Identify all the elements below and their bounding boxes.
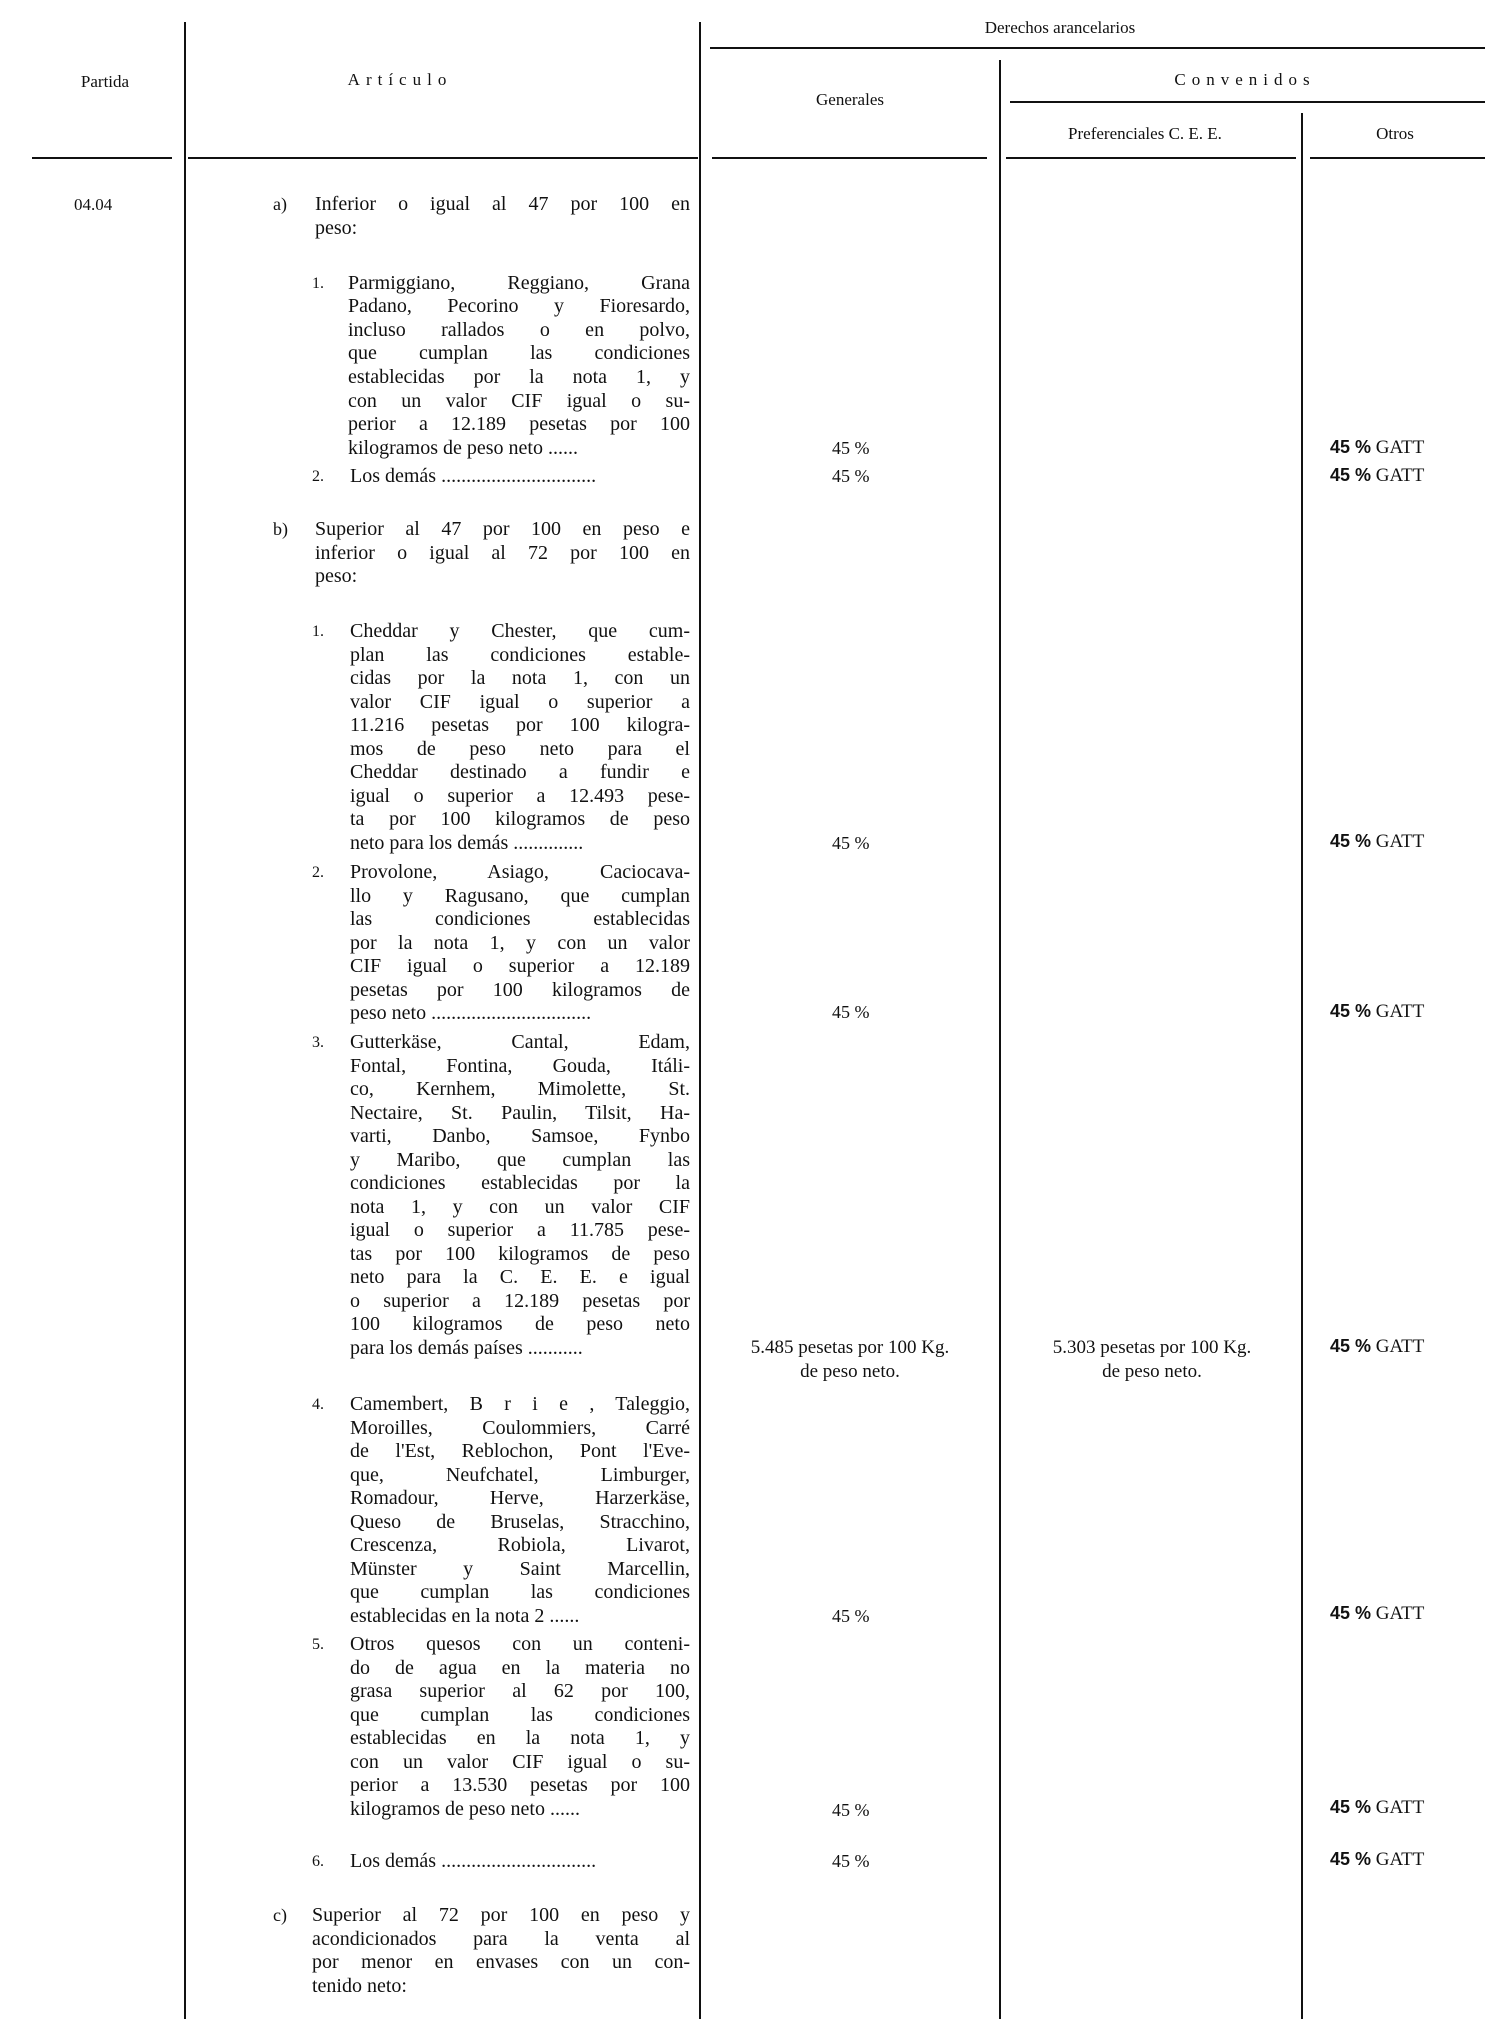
header-convenidos: Convenidos (1174, 70, 1316, 89)
item-a1-line: con un valor CIF igual o su- (348, 390, 690, 412)
header-articulo: Artículo (347, 70, 453, 89)
item-b4-line: Camembert, B r i e , Taleggio, (350, 1393, 690, 1415)
item-b4-line: de l'Est, Reblochon, Pont l'Eve- (350, 1440, 690, 1462)
item-b5-line: perior a 13.530 pesetas por 100 (350, 1774, 690, 1796)
gatt: GATT (1375, 831, 1425, 852)
duty-b3-otros (1330, 1335, 1424, 1359)
section-b-label: b) (273, 519, 288, 539)
pct: 45 % (1330, 437, 1372, 457)
item-b1-line: valor CIF igual o superior a (350, 691, 690, 713)
item-b1-line: ta por 100 kilogramos de peso (350, 808, 690, 830)
item-b4-line: Queso de Bruselas, Stracchino, (350, 1511, 690, 1533)
pct: 45 % (1330, 1849, 1372, 1869)
gatt: GATT (1375, 1603, 1425, 1624)
item-a1-line: que cumplan las condiciones (348, 342, 690, 364)
item-b4-number: 4. (312, 1396, 324, 1413)
rule-otros (1310, 157, 1485, 159)
item-b2-number: 2. (312, 864, 324, 881)
gatt: GATT (1375, 1336, 1425, 1357)
duty-b3-generales-line: 5.485 pesetas por 100 Kg. (750, 1337, 950, 1358)
col-divider-3 (999, 60, 1001, 2019)
item-b3-line: neto para la C. E. E. e igual (350, 1266, 690, 1288)
duty-b4-otros (1330, 1602, 1424, 1626)
col-divider-2 (699, 22, 701, 2019)
duty-b5-generales: 45 % (832, 1800, 870, 1820)
item-b3-line: nota 1, y con un valor CIF (350, 1196, 690, 1218)
item-b4-line: Crescenza, Robiola, Livarot, (350, 1534, 690, 1556)
item-b5-line: con un valor CIF igual o su- (350, 1751, 690, 1773)
duty-b6-otros (1330, 1848, 1424, 1872)
header-preferenciales: Preferenciales C. E. E. (1068, 124, 1222, 143)
item-b2-line: Provolone, Asiago, Caciocava- (350, 861, 690, 883)
section-a-label: a) (273, 194, 287, 214)
section-b-line: Superior al 47 por 100 en peso e (315, 518, 690, 540)
item-b2-line: CIF igual o superior a 12.189 (350, 955, 690, 977)
header-derechos-arancelarios: Derechos arancelarios (984, 18, 1136, 37)
header-generales: Generales (816, 90, 884, 109)
pct: 45 % (1330, 1336, 1372, 1356)
rule-convenidos (1010, 101, 1485, 103)
rule-derechos (710, 47, 1485, 49)
item-b3-line: igual o superior a 11.785 pese- (350, 1219, 690, 1241)
item-a1-line: kilogramos de peso neto ...... (348, 437, 578, 459)
pct: 45 % (1330, 1001, 1372, 1021)
item-b3-number: 3. (312, 1034, 324, 1051)
duty-a2-otros (1330, 464, 1424, 488)
col-divider-1 (184, 22, 186, 2019)
rule-preferenciales (1006, 157, 1296, 159)
item-b1-number: 1. (312, 623, 324, 640)
pct: 45 % (1330, 465, 1372, 485)
item-b5-line: que cumplan las condiciones (350, 1704, 690, 1726)
item-a1-line: establecidas por la nota 1, y (348, 366, 690, 388)
item-b4-line: Moroilles, Coulommiers, Carré (350, 1417, 690, 1439)
item-b2-line: por la nota 1, y con un valor (350, 932, 690, 954)
item-b1-line: mos de peso neto para el (350, 738, 690, 760)
item-b4-line: que, Neufchatel, Limburger, (350, 1464, 690, 1486)
item-b1-line: Cheddar y Chester, que cum- (350, 620, 690, 642)
item-b1-line: igual o superior a 12.493 pese- (350, 785, 690, 807)
rule-generales (712, 157, 987, 159)
section-c-line: tenido neto: (312, 1975, 407, 1997)
duty-b1-generales: 45 % (832, 833, 870, 853)
item-b6-text: Los demás ............................... (350, 1850, 597, 1872)
col-divider-4 (1301, 113, 1303, 2019)
item-b4-line: establecidas en la nota 2 ...... (350, 1605, 580, 1627)
item-b5-line: establecidas en la nota 1, y (350, 1727, 690, 1749)
section-a-line: Inferior o igual al 47 por 100 en (315, 193, 690, 215)
item-b3-line: varti, Danbo, Samsoe, Fynbo (350, 1125, 690, 1147)
item-b2-line: llo y Ragusano, que cumplan (350, 885, 690, 907)
header-partida: Partida (80, 72, 130, 91)
item-b5-line: Otros quesos con un conteni- (350, 1633, 690, 1655)
item-b1-line: neto para los demás .............. (350, 832, 584, 854)
section-c-label: c) (273, 1905, 287, 1925)
item-b3-line: y Maribo, que cumplan las (350, 1149, 690, 1171)
item-b5-line: do de agua en la materia no (350, 1657, 690, 1679)
duty-a1-otros (1330, 436, 1424, 460)
item-b1-line: plan las condiciones estable- (350, 644, 690, 666)
section-b-line: peso: (315, 565, 358, 587)
section-a-line: peso: (315, 217, 358, 239)
section-c-line: Superior al 72 por 100 en peso y (312, 1904, 690, 1926)
item-a1-line: perior a 12.189 pesetas por 100 (348, 413, 690, 435)
duty-b3-preferenciales-line: de peso neto. (1102, 1361, 1202, 1382)
item-b3-line: co, Kernhem, Mimolette, St. (350, 1078, 690, 1100)
rule-partida (32, 157, 172, 159)
duty-b6-generales: 45 % (832, 1851, 870, 1871)
duty-b3-preferenciales-line: 5.303 pesetas por 100 Kg. (1052, 1337, 1252, 1358)
item-b2-line: peso neto ................................ (350, 1002, 592, 1024)
pct: 45 % (1330, 1797, 1372, 1817)
item-b6-number: 6. (312, 1853, 324, 1870)
pct: 45 % (1330, 1603, 1372, 1623)
duty-b5-otros (1330, 1796, 1424, 1820)
item-b1-line: Cheddar destinado a fundir e (350, 761, 690, 783)
duty-b1-otros (1330, 830, 1424, 854)
item-b3-line: 100 kilogramos de peso neto (350, 1313, 690, 1335)
item-a1-number: 1. (312, 275, 324, 292)
item-b5-number: 5. (312, 1636, 324, 1653)
item-b5-line: kilogramos de peso neto ...... (350, 1798, 580, 1820)
partida-code: 04.04 (74, 195, 113, 214)
item-b1-line: cidas por la nota 1, con un (350, 667, 690, 689)
gatt: GATT (1375, 1797, 1425, 1818)
duty-b4-generales: 45 % (832, 1606, 870, 1626)
item-b3-line: para los demás países ........... (350, 1337, 583, 1359)
gatt: GATT (1375, 1001, 1425, 1022)
item-b2-line: pesetas por 100 kilogramos de (350, 979, 690, 1001)
header-otros: Otros (1376, 124, 1414, 143)
gatt: GATT (1375, 1849, 1425, 1870)
gatt: GATT (1375, 437, 1425, 458)
item-b3-line: Fontal, Fontina, Gouda, Itáli- (350, 1055, 690, 1077)
item-b4-line: Münster y Saint Marcellin, (350, 1558, 690, 1580)
item-b3-line: o superior a 12.189 pesetas por (350, 1290, 690, 1312)
item-b4-line: que cumplan las condiciones (350, 1581, 690, 1603)
item-b3-line: Gutterkäse, Cantal, Edam, (350, 1031, 690, 1053)
item-b5-line: grasa superior al 62 por 100, (350, 1680, 690, 1702)
duty-b3-generales-line: de peso neto. (800, 1361, 900, 1382)
duty-b2-otros (1330, 1000, 1424, 1024)
duty-b2-generales: 45 % (832, 1002, 870, 1022)
section-c-line: por menor en envases con un con- (312, 1951, 690, 1973)
section-b-line: inferior o igual al 72 por 100 en (315, 542, 690, 564)
item-b2-line: las condiciones establecidas (350, 908, 690, 930)
duty-a2-generales: 45 % (832, 466, 870, 486)
item-b4-line: Romadour, Herve, Harzerkäse, (350, 1487, 690, 1509)
item-a1-line: Padano, Pecorino y Fioresardo, (348, 295, 690, 317)
rule-articulo (188, 157, 698, 159)
pct: 45 % (1330, 831, 1372, 851)
item-a1-line: Parmiggiano, Reggiano, Grana (348, 272, 690, 294)
section-c-line: acondicionados para la venta al (312, 1928, 690, 1950)
item-a2-text: Los demás ............................... (350, 465, 597, 487)
item-b3-line: condiciones establecidas por la (350, 1172, 690, 1194)
duty-a1-generales: 45 % (832, 438, 870, 458)
gatt: GATT (1375, 465, 1425, 486)
item-b3-line: Nectaire, St. Paulin, Tilsit, Ha- (350, 1102, 690, 1124)
item-b3-line: tas por 100 kilogramos de peso (350, 1243, 690, 1265)
item-a2-number: 2. (312, 468, 324, 485)
item-a1-line: incluso rallados o en polvo, (348, 319, 690, 341)
item-b1-line: 11.216 pesetas por 100 kilogra- (350, 714, 690, 736)
